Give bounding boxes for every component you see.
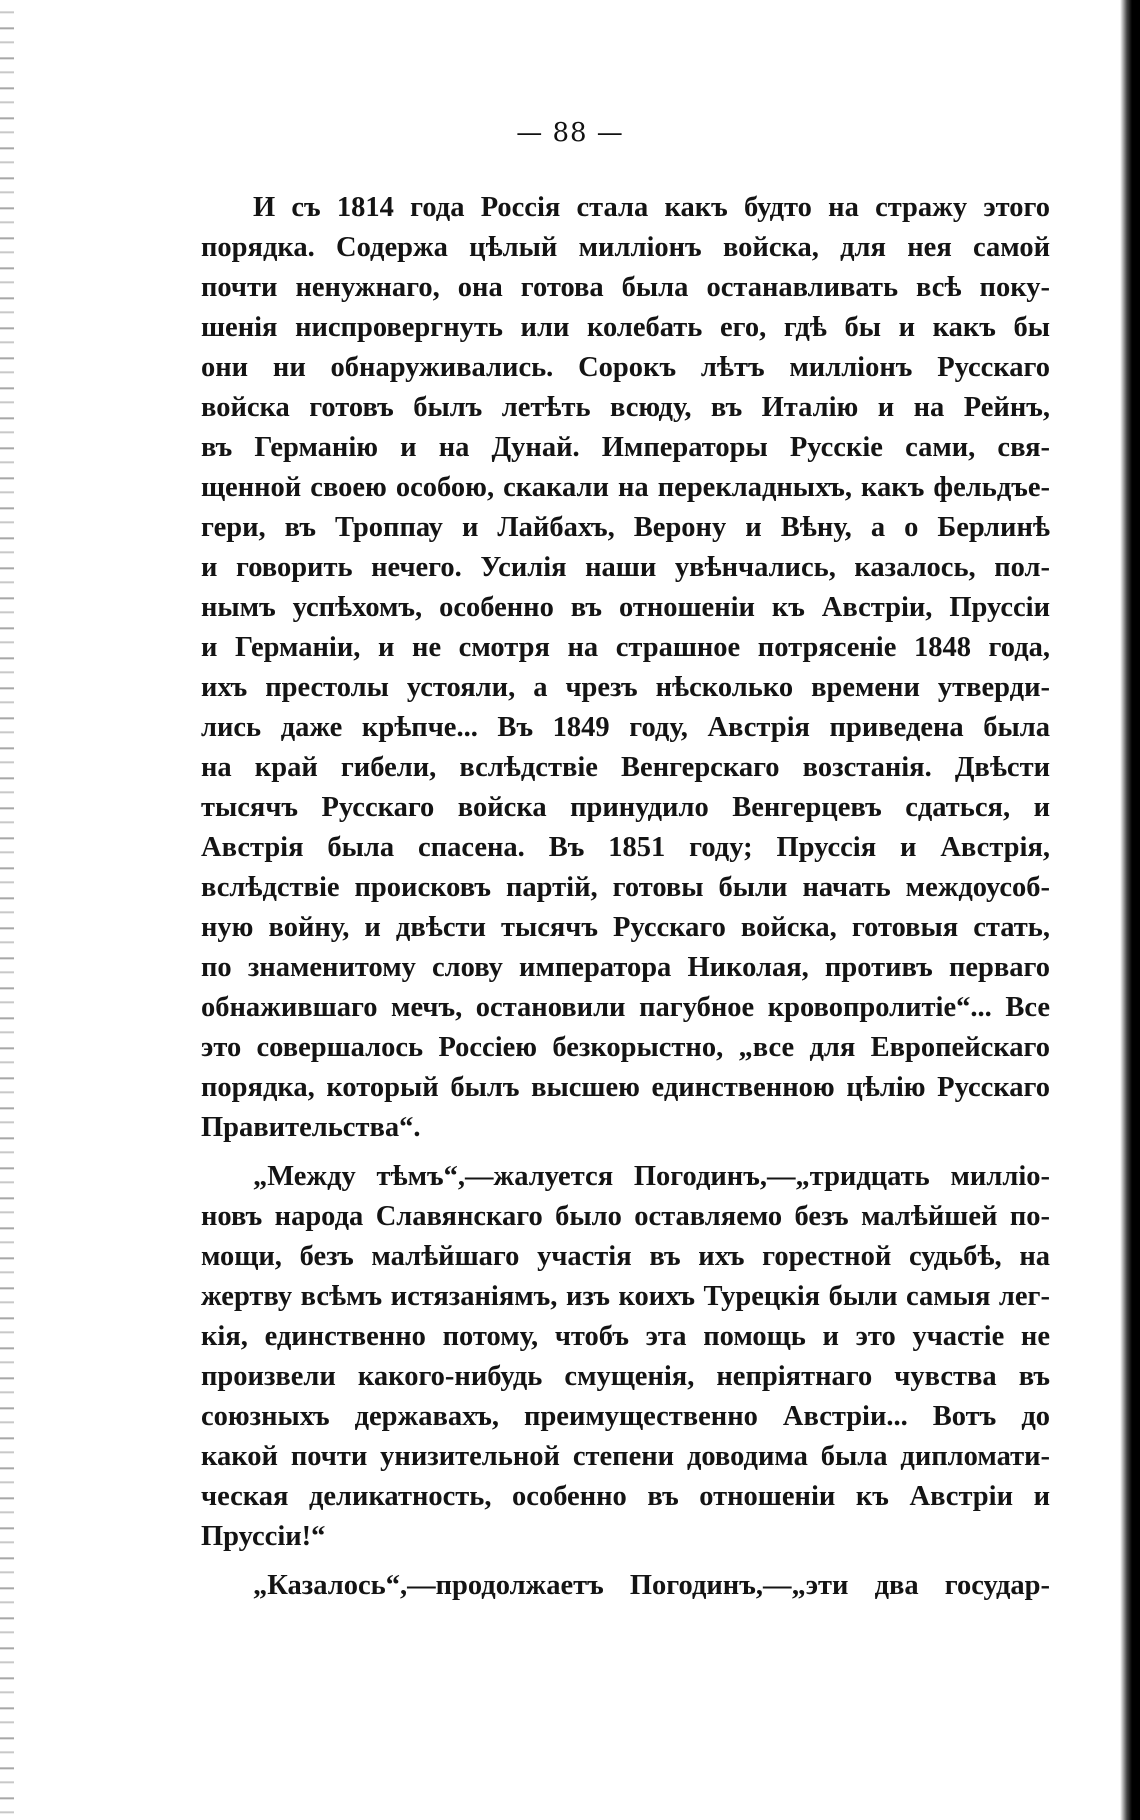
text-line: тысячъ Русскаго войска принудило Венгерцевъ сдаться, и — [201, 792, 1050, 823]
text-line: жертву всѣмъ истязаніямъ, изъ коихъ Турецкія были самыя лег- — [201, 1281, 1050, 1312]
text-line: произвели какого-нибудь смущенія, непріятнаго чувства въ — [201, 1361, 1050, 1392]
text-line: союзныхъ державахъ, преимущественно Австріи... Вотъ до — [201, 1401, 1050, 1432]
body-text — [201, 188, 1050, 1606]
text-line: щенной своею особою, скакали на перекладныхъ, какъ фельдъе- — [201, 472, 1050, 503]
paragraph-gap — [201, 1557, 1050, 1566]
text-line: ихъ престолы устояли, а чрезъ нѣсколько времени утверди- — [201, 672, 1050, 703]
paragraph-gap — [201, 1148, 1050, 1157]
text-line: ную войну, и двѣсти тысячъ Русскаго войска, готовыя стать, — [201, 912, 1050, 943]
text-line: И съ 1814 года Россія стала какъ будто на стражу этого — [253, 192, 1050, 223]
text-line: Австрія была спасена. Въ 1851 году; Пруссія и Австрія, — [201, 832, 1050, 863]
text-line: въ Германію и на Дунай. Императоры Русскіе сами, свя- — [201, 432, 1050, 463]
text-line: обнажившаго мечъ, остановили пагубное кровопролитіе“... Все — [201, 992, 1050, 1023]
text-line: это совершалось Россіею безкорыстно, „все для Европейскаго — [201, 1032, 1050, 1063]
text-line: по знаменитому слову императора Николая, противъ перваго — [201, 952, 1050, 983]
text-line: новъ народа Славянскаго было оставляемо безъ малѣйшей по- — [201, 1201, 1050, 1232]
text-line: какой почти унизительной степени доводима была дипломати- — [201, 1441, 1050, 1472]
text-line: войска готовъ былъ летѣть всюду, въ Италію и на Рейнъ, — [201, 392, 1050, 423]
text-line: „Казалось“,—продолжаетъ Погодинъ,—„эти два государ- — [253, 1570, 1050, 1601]
text-line: порядка, который былъ высшею единственною цѣлію Русскаго — [201, 1072, 1050, 1103]
scan-edge-left — [0, 0, 14, 1820]
text-line: шенія ниспровергнуть или колебать его, гдѣ бы и какъ бы — [201, 312, 1050, 343]
text-line: нымъ успѣхомъ, особенно въ отношеніи къ Австріи, Пруссіи — [201, 592, 1050, 623]
text-line: лись даже крѣпче... Въ 1849 году, Австрія приведена была — [201, 712, 1050, 743]
scan-edge-right — [1120, 0, 1140, 1820]
text-line: на край гибели, вслѣдствіе Венгерскаго возстанія. Двѣсти — [201, 752, 1050, 783]
page-number: — 88 — — [516, 118, 624, 148]
text-line: гери, въ Троппау и Лайбахъ, Верону и Вѣну, а о Берлинѣ — [201, 512, 1050, 543]
text-line: почти ненужнаго, она готова была останавливать всѣ поку- — [201, 272, 1050, 303]
text-line: и говорить нечего. Усилія наши увѣнчались, казалось, пол- — [201, 552, 1050, 583]
text-line: кія, единственно потому, чтобъ эта помощь и это участіе не — [201, 1321, 1050, 1352]
text-line: Пруссіи!“ — [201, 1521, 326, 1552]
text-line: они ни обнаруживались. Сорокъ лѣтъ милліонъ Русскаго — [201, 352, 1050, 383]
text-line: Правительства“. — [201, 1112, 421, 1143]
text-line: „Между тѣмъ“,—жалуется Погодинъ,—„тридцать милліо- — [253, 1161, 1050, 1192]
text-line: порядка. Содержа цѣлый милліонъ войска, для нея самой — [201, 232, 1050, 263]
text-line: и Германіи, и не смотря на страшное потрясеніе 1848 года, — [201, 632, 1050, 663]
text-line: мощи, безъ малѣйшаго участія въ ихъ горестной судьбѣ, на — [201, 1241, 1050, 1272]
text-line: ческая деликатность, особенно въ отношеніи къ Австріи и — [201, 1481, 1050, 1512]
text-line: вслѣдствіе происковъ партій, готовы были начать междоусоб- — [201, 872, 1050, 903]
